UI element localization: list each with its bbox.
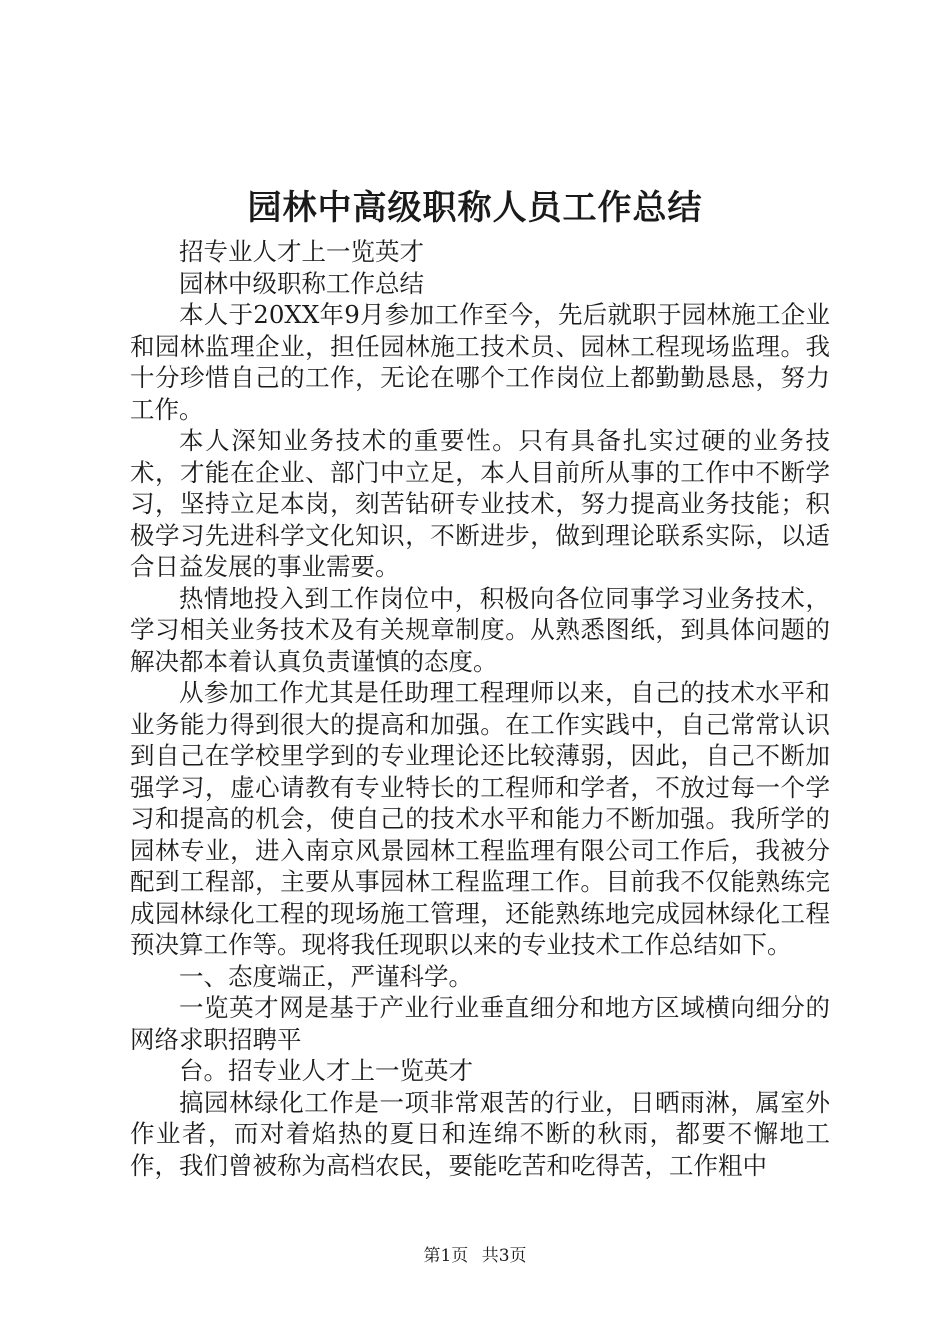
page-number-current: 第1页 xyxy=(423,1246,469,1266)
page-number-total: 共3页 xyxy=(481,1246,527,1266)
paragraph: 本人深知业务技术的重要性。只有具备扎实过硬的业务技术，才能在企业、部门中立足，本人目前所从事的工作中不断学习，坚持立足本岗，刻苦钻研专业技术，努力提高业务技能；积极学习先进科学文化知识，不断进步，做到理论联系实际，以适合日益发展的事业需要。 xyxy=(130,426,830,581)
paragraph: 本人于20XX年9月参加工作至今，先后就职于园林施工企业和园林监理企业，担任园林施工技术员、园林工程现场监理。我十分珍惜自己的工作，无论在哪个工作岗位上都勤勤恳恳，努力工作。 xyxy=(130,300,830,424)
page-footer xyxy=(0,1244,950,1268)
document-title: 园林中高级职称人员工作总结 xyxy=(247,188,703,228)
paragraph: 一、态度端正，严谨科学。 xyxy=(179,961,473,991)
paragraph: 热情地投入到工作岗位中，积极向各位同事学习业务技术，学习相关业务技术及有关规章制度。从熟悉图纸，到具体问题的解决都本着认真负责谨慎的态度。 xyxy=(130,583,830,676)
paragraph: 一览英才网是基于产业行业垂直细分和地方区域横向细分的网络求职招聘平 xyxy=(130,993,830,1054)
document-body xyxy=(130,236,830,1181)
paragraph: 招专业人才上一览英才 xyxy=(179,237,424,266)
paragraph: 台。招专业人才上一览英才 xyxy=(179,1056,473,1085)
paragraph: 搞园林绿化工作是一项非常艰苦的行业，日晒雨淋，属室外作业者，而对着焰热的夏日和连绵不断的秋雨，都要不懈地工作，我们曾被称为高档农民，要能吃苦和吃得苦，工作粗中 xyxy=(130,1087,830,1180)
paragraph: 园林中级职称工作总结 xyxy=(179,268,424,298)
paragraph: 从参加工作尤其是任助理工程理师以来，自己的技术水平和业务能力得到很大的提高和加强。在工作实践中，自己常常认识到自己在学校里学到的专业理论还比较薄弱，因此，自己不断加强学习，虚心请教有专业特长的工程师和学者，不放过每一个学习和提高的机会，使自己的技术水平和能力不断加强。我所学的园林专业，进入南京风景园林工程监理有限公司工作后，我被分配到工程部，主要从事园林工程监理工作。目前我不仅能熟练完成园林绿化工程的现场施工管理，还能熟练地完成园林绿化工程预决算工作等。现将我任现职以来的专业技术工作总结如下。 xyxy=(130,678,830,959)
